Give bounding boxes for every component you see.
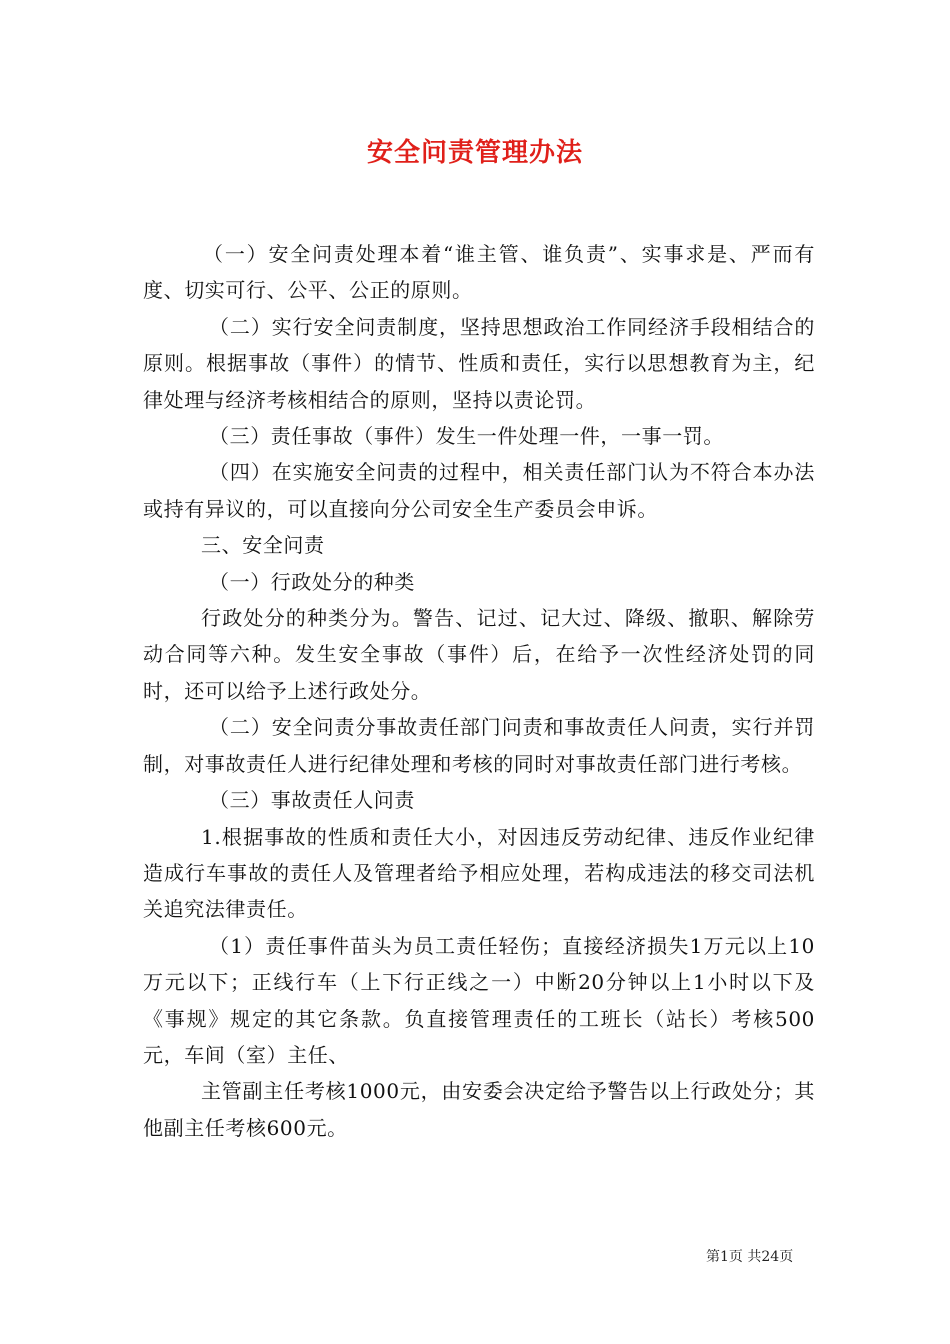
- paragraph-item-1-1: （1）责任事件苗头为员工责任轻伤；直接经济损失1万元以上10万元以下；正线行车（上下行正线之一）中断20分钟以上1小时以下及《事规》规定的其它条款。负直接管理责任的工班长（站长）考核500元，车间（室）主任、: [143, 933, 815, 1067]
- document-body: [143, 236, 815, 1146]
- subheading-sanction-types: （一）行政处分的种类: [209, 569, 415, 594]
- paragraph-principle-1: （一）安全问责处理本着“谁主管、谁负责”、实事求是、严而有度、切实可行、公平、公正的原则。: [143, 242, 815, 303]
- paragraph-item-1-1-continued: 主管副主任考核1000元，由安委会决定给予警告以上行政处分；其他副主任考核600元。: [143, 1079, 815, 1140]
- paragraph-dual-accountability: （二）安全问责分事故责任部门问责和事故责任人问责，实行并罚制，对事故责任人进行纪律处理和考核的同时对事故责任部门进行考核。: [143, 715, 815, 776]
- current-page-number: 1: [720, 1249, 729, 1265]
- page-number-footer: [706, 1246, 793, 1266]
- paragraph-sanction-types: 行政处分的种类分为。警告、记过、记大过、降级、撤职、解除劳动合同等六种。发生安全事故（事件）后，在给予一次性经济处罚的同时，还可以给予上述行政处分。: [143, 606, 815, 703]
- section-heading-accountability: 三、安全问责: [201, 533, 325, 558]
- footer-middle: 页 共: [728, 1249, 762, 1265]
- total-page-count: 24: [761, 1249, 780, 1265]
- subheading-person-accountability: （三）事故责任人问责: [209, 788, 415, 813]
- footer-prefix: 第: [706, 1249, 720, 1265]
- footer-suffix: 页: [779, 1249, 794, 1265]
- paragraph-principle-2: （二）实行安全问责制度，坚持思想政治工作同经济手段相结合的原则。根据事故（事件）的情节、性质和责任，实行以思想教育为主，纪律处理与经济考核相结合的原则，坚持以责论罚。: [143, 314, 815, 412]
- paragraph-item-1: 1.根据事故的性质和责任大小，对因违反劳动纪律、违反作业纪律造成行车事故的责任人及管理者给予相应处理，若构成违法的移交司法机关追究法律责任。: [143, 824, 815, 922]
- document-title: 安全问责管理办法: [366, 138, 583, 168]
- paragraph-principle-4: （四）在实施安全问责的过程中，相关责任部门认为不符合本办法或持有异议的，可以直接向分公司安全生产委员会申诉。: [143, 460, 815, 521]
- paragraph-principle-3: （三）责任事故（事件）发生一件处理一件，一事一罚。: [209, 424, 724, 449]
